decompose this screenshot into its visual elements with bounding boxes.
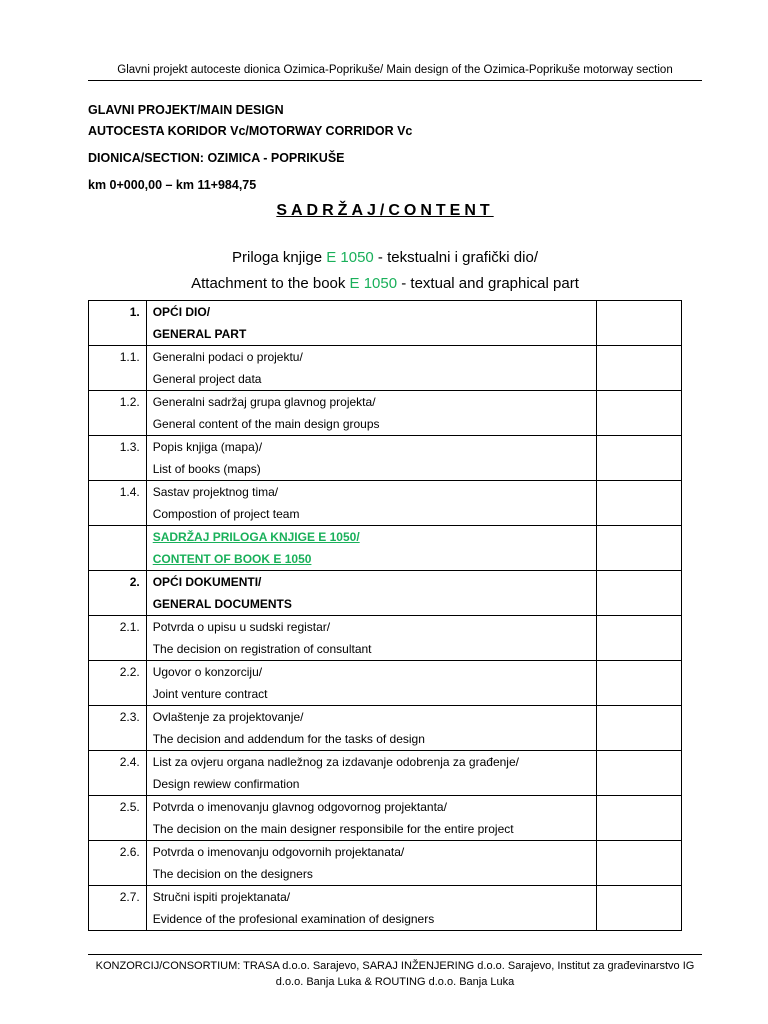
description-line1: Potvrda o upisu u sudski registar/ — [152, 620, 331, 634]
row-empty-cell — [596, 391, 681, 436]
row-empty-cell — [596, 571, 681, 616]
row-number — [89, 526, 147, 571]
description-line1: Ovlaštenje za projektovanje/ — [152, 710, 304, 724]
row-number-text: 2.2. — [119, 665, 140, 679]
row-number-text: 2.5. — [119, 800, 140, 814]
footer-rule — [88, 954, 702, 955]
table-row — [89, 841, 682, 886]
meta-design: GLAVNI PROJEKT/MAIN DESIGN — [88, 103, 284, 117]
table-row — [89, 706, 682, 751]
contents-table — [88, 300, 682, 931]
row-empty-cell — [596, 301, 681, 346]
row-number-text: 1.3. — [119, 440, 140, 454]
row-empty-cell — [596, 841, 681, 886]
row-number-text — [89, 526, 140, 548]
footer-line-1: KONZORCIJ/CONSORTIUM: TRASA d.o.o. Sarajevo, SARAJ INŽENJERING d.o.o. Sarajevo, Institut za građevinarstvo IG — [95, 960, 695, 972]
row-number — [89, 436, 147, 481]
description-line2: The decision and addendum for the tasks of design — [152, 732, 425, 746]
table-row — [89, 886, 682, 931]
description-line2: General content of the main design groups — [152, 417, 380, 431]
row-description — [146, 706, 596, 751]
description-line2: List of books (maps) — [152, 462, 261, 476]
row-number-text: 2.6. — [119, 845, 140, 859]
row-number-text: 1.1. — [119, 350, 140, 364]
row-empty-cell — [596, 526, 681, 571]
title-text: SADRŽAJ/CONTENT — [276, 202, 494, 219]
table-row — [89, 616, 682, 661]
row-description — [146, 571, 596, 616]
description-line2: The decision on the main designer responsibile for the entire project — [152, 822, 514, 836]
row-number — [89, 616, 147, 661]
description-line1: Potvrda o imenovanju odgovornih projektanata/ — [152, 845, 405, 859]
description-line2: GENERAL PART — [152, 327, 247, 341]
table-row — [89, 796, 682, 841]
description-line1: List za ovjeru organa nadležnog za izdavanje odobrenja za građenje/ — [152, 755, 519, 769]
row-description[interactable] — [146, 526, 596, 571]
row-number — [89, 886, 147, 931]
row-description — [146, 886, 596, 931]
row-number — [89, 346, 147, 391]
document-title — [88, 202, 682, 220]
table-row — [89, 481, 682, 526]
description-line2: The decision on the designers — [152, 867, 313, 881]
row-number-text: 2.7. — [119, 890, 140, 904]
row-empty-cell — [596, 751, 681, 796]
row-description — [146, 391, 596, 436]
row-empty-cell — [596, 436, 681, 481]
row-number-text: 1.2. — [119, 395, 140, 409]
table-row — [89, 301, 682, 346]
description-line1: Generalni podaci o projektu/ — [152, 350, 303, 364]
row-number — [89, 841, 147, 886]
description-line1: Sastav projektnog tima/ — [152, 485, 279, 499]
row-number-text: 2.1. — [119, 620, 140, 634]
header-rule — [88, 80, 702, 81]
row-description — [146, 841, 596, 886]
description-line1: Popis knjiga (mapa)/ — [152, 440, 263, 454]
subtitle-local-prefix: Priloga knjige — [232, 249, 327, 266]
description-line1: Stručni ispiti projektanata/ — [152, 890, 291, 904]
row-description — [146, 796, 596, 841]
content-link-line2[interactable]: CONTENT OF BOOK E 1050 — [152, 552, 312, 566]
row-empty-cell — [596, 796, 681, 841]
row-empty-cell — [596, 886, 681, 931]
subtitle-english-suffix: - textual and graphical part — [397, 275, 579, 292]
description-line2: GENERAL DOCUMENTS — [152, 597, 292, 611]
description-line2: The decision on registration of consultant — [152, 642, 372, 656]
row-number-text: 1. — [129, 305, 140, 319]
subtitle-local-suffix: - tekstualni i grafički dio/ — [373, 249, 538, 266]
row-number-text: 2.4. — [119, 755, 140, 769]
row-number — [89, 301, 147, 346]
meta-section: DIONICA/SECTION: OZIMICA - POPRIKUŠE — [88, 151, 345, 165]
row-description — [146, 301, 596, 346]
meta-corridor: AUTOCESTA KORIDOR Vc/MOTORWAY CORRIDOR Vc — [88, 124, 413, 138]
subtitle-local — [88, 248, 682, 268]
row-number-text: 2. — [129, 575, 140, 589]
description-line1: OPĆI DOKUMENTI/ — [152, 575, 262, 589]
row-number — [89, 481, 147, 526]
row-number — [89, 571, 147, 616]
row-description — [146, 481, 596, 526]
footer-line-2: d.o.o. Banja Luka & ROUTING d.o.o. Banja Luka — [275, 976, 515, 988]
subtitle-english — [88, 274, 682, 294]
description-line1: Generalni sadržaj grupa glavnog projekta/ — [152, 395, 376, 409]
row-empty-cell — [596, 481, 681, 526]
row-empty-cell — [596, 616, 681, 661]
row-empty-cell — [596, 346, 681, 391]
row-number-text: 1.4. — [119, 485, 140, 499]
description-line2: Design rewiew confirmation — [152, 777, 300, 791]
row-number — [89, 706, 147, 751]
description-line2: Joint venture contract — [152, 687, 268, 701]
row-number — [89, 391, 147, 436]
table-row — [89, 526, 682, 571]
description-line1: OPĆI DIO/ — [152, 305, 211, 319]
row-description — [146, 661, 596, 706]
meta-chainage: km 0+000,00 – km 11+984,75 — [88, 178, 257, 192]
table-row — [89, 391, 682, 436]
row-empty-cell — [596, 706, 681, 751]
table-row — [89, 346, 682, 391]
row-description — [146, 616, 596, 661]
subtitle-english-code: E 1050 — [349, 275, 398, 292]
row-description — [146, 751, 596, 796]
page-header: Glavni projekt autoceste dionica Ozimica-Poprikuše/ Main design of the Ozimica-Poprikuše motorway section — [117, 64, 673, 76]
row-number — [89, 661, 147, 706]
row-empty-cell — [596, 661, 681, 706]
footer — [88, 958, 702, 990]
table-row — [89, 436, 682, 481]
row-description — [146, 436, 596, 481]
row-number — [89, 751, 147, 796]
table-row — [89, 661, 682, 706]
description-line2: General project data — [152, 372, 262, 386]
description-line1: Potvrda o imenovanju glavnog odgovornog projektanta/ — [152, 800, 447, 814]
subtitle-local-code: E 1050 — [326, 249, 374, 266]
row-number — [89, 796, 147, 841]
description-line2: Evidence of the profesional examination of designers — [152, 912, 435, 926]
content-link-line1[interactable]: SADRŽAJ PRILOGA KNJIGE E 1050/ — [152, 530, 360, 544]
row-number-text: 2.3. — [119, 710, 140, 724]
description-line1: Ugovor o konzorciju/ — [152, 665, 263, 679]
table-row — [89, 751, 682, 796]
row-description — [146, 346, 596, 391]
table-row — [89, 571, 682, 616]
description-line2: Compostion of project team — [152, 507, 300, 521]
subtitle-english-prefix: Attachment to the book — [191, 275, 350, 292]
